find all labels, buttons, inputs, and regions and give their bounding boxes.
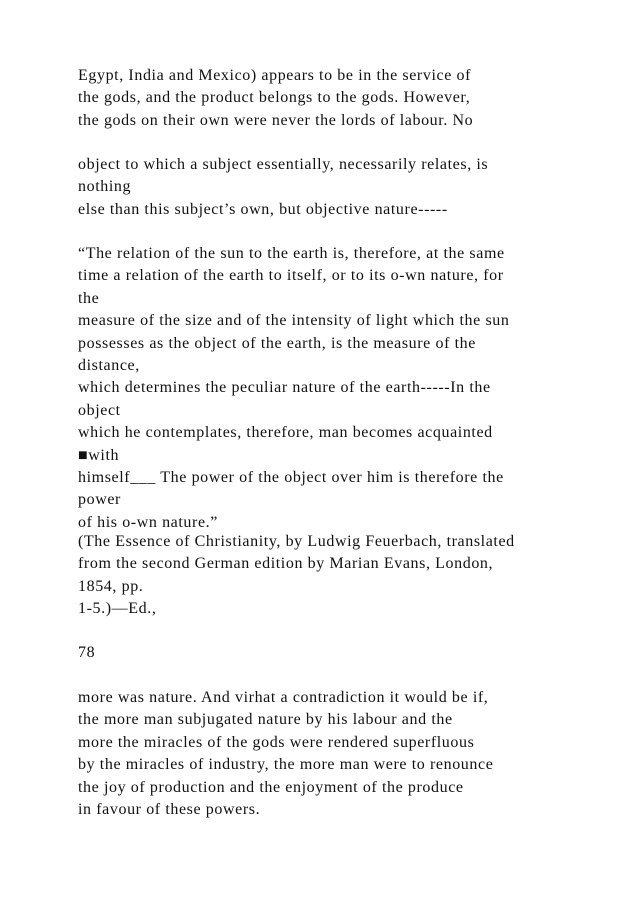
text-line: “The relation of the sun to the earth is, therefore, at the same: [78, 245, 505, 262]
text-line: himself___ The power of the object over him is therefore the: [78, 469, 504, 487]
paragraph-1: [78, 65, 618, 132]
text-line: more was nature. And virhat a contradiction it would be if,: [78, 689, 489, 706]
text-line: more the miracles of the gods were rendered superfluous: [78, 733, 475, 751]
text-line: possesses as the object of the earth, is the measure of the: [78, 334, 476, 352]
text-line: of his o-wn nature.”: [78, 513, 218, 531]
text-line: 1854, pp.: [78, 577, 144, 595]
paragraph-continuation: [78, 687, 618, 821]
text-line: by the miracles of industry, the more man were to renounce: [78, 756, 494, 774]
paragraph-2: [78, 154, 618, 221]
text-line: Egypt, India and Mexico) appears to be in the service of: [78, 67, 472, 84]
text-line: from the second German edition by Marian Evans, London,: [78, 555, 494, 573]
text-line: distance,: [78, 357, 140, 375]
text-line: the gods, and the product belongs to the gods. However,: [78, 89, 471, 107]
text-line: else than this subject’s own, but objective nature-----: [78, 200, 448, 218]
text-line: which he contemplates, therefore, man becomes acquainted: [78, 424, 493, 442]
page-number: [78, 642, 618, 664]
text-line: nothing: [78, 178, 132, 196]
text-line: the: [78, 289, 100, 307]
text-line: in favour of these powers.: [78, 801, 261, 819]
text-line: the more man subjugated nature by his labour and the: [78, 711, 453, 729]
text-line: the gods on their own were never the lords of labour. No: [78, 111, 474, 129]
text-line: time a relation of the earth to itself, or to its o-wn nature, for: [78, 267, 504, 285]
quotation-paragraph: [78, 243, 618, 534]
text-line: power: [78, 491, 121, 509]
text-line: ■with: [78, 446, 120, 464]
page-number-text: 78: [78, 644, 96, 661]
text-line: object: [78, 401, 121, 419]
text-line: 1-5.)—Ed.,: [78, 600, 157, 618]
text-line: measure of the size and of the intensity of light which the sun: [78, 312, 510, 330]
text-line: (The Essence of Christianity, by Ludwig Feuerbach, translated: [78, 533, 515, 550]
text-line: which determines the peculiar nature of the earth-----In the: [78, 379, 491, 397]
citation-footnote: [78, 531, 618, 621]
text-line: object to which a subject essentially, necessarily relates, is: [78, 156, 489, 173]
text-line: the joy of production and the enjoyment of the produce: [78, 778, 464, 796]
